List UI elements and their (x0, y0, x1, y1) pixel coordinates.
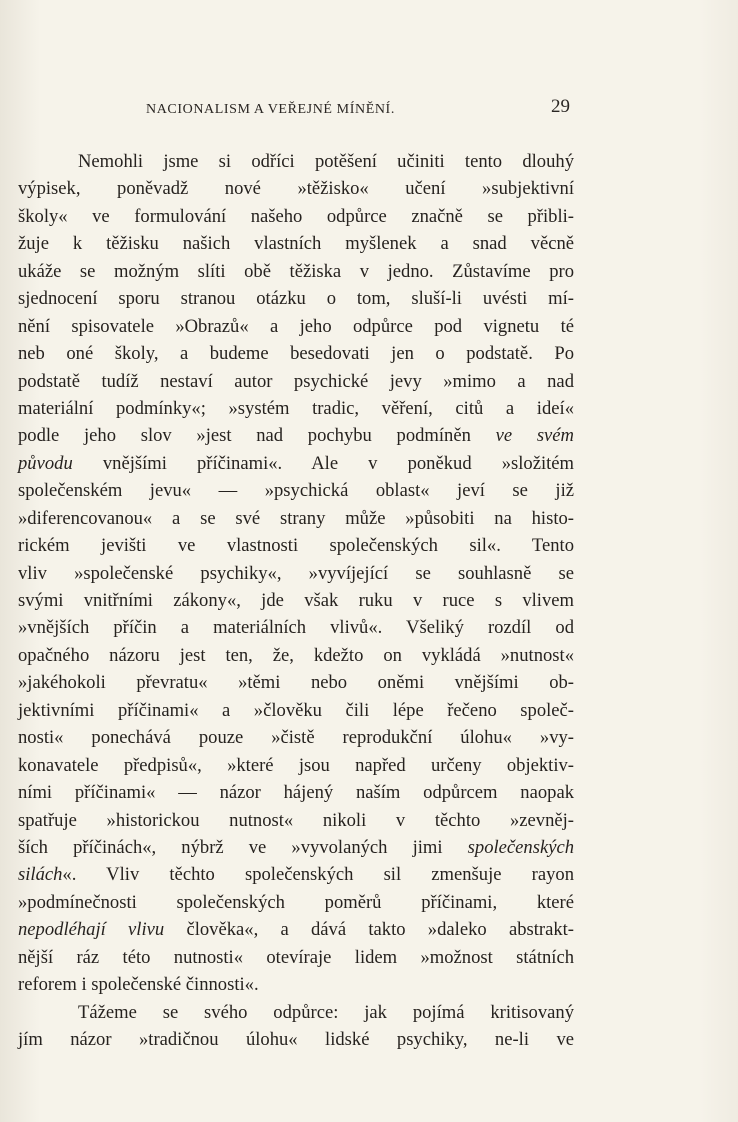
text-line (18, 285, 574, 312)
running-head: NACIONALISM A VEŘEJNÉ MÍNĚNÍ. (146, 102, 395, 117)
text-line (18, 916, 574, 943)
text-segment: »jakéhokoli převratu« »těmi nebo oněmi vnějšími ob- (18, 672, 574, 694)
text-line (18, 642, 574, 669)
text-segment: materiální podmínky«; »systém tradic, věření, citů a ideí« (18, 397, 574, 419)
body-text (18, 148, 574, 1053)
text-line (18, 477, 574, 504)
text-line (18, 779, 574, 806)
text-line (18, 175, 574, 202)
text-line (18, 560, 574, 587)
text-segment: neb oné školy, a budeme besedovati jen o podstatě. Po (18, 343, 574, 365)
text-segment: výpisek, poněvadž nové »těžisko« učení »subjektivní (18, 178, 574, 200)
text-segment: sjednocení sporu stranou otázku o tom, sluší-li uvésti mí- (18, 288, 574, 310)
italic-text: původu (18, 452, 73, 474)
text-segment: svými vnitřními zákony«, jde však ruku v ruce s vlivem (18, 590, 574, 611)
text-segment: společenském jevu« — »psychická oblast« jeví se již (18, 480, 574, 502)
text-line (18, 148, 574, 175)
text-segment: člověka«, a dává takto »daleko abstrakt- (164, 919, 574, 941)
text-line (18, 752, 574, 779)
text-segment: ukáže se možným slíti obě těžiska v jedno. Zůstavíme pro (18, 260, 574, 282)
page-number: 29 (551, 96, 570, 117)
text-segment: spatřuje »historickou nutnost« nikoli v těchto »zevněj- (18, 809, 574, 831)
text-segment: opačného názoru jest ten, že, kdežto on vykládá »nutnost« (18, 644, 574, 666)
text-line (18, 203, 574, 230)
text-line (18, 944, 574, 971)
text-line (18, 724, 574, 751)
text-segment: «. Vliv těchto společenských sil zmenšuje rayon (62, 864, 574, 886)
text-segment: Nemohli jsme si odříci potěšení učiniti tento dlouhý (78, 151, 574, 172)
text-segment: nější ráz této nutnosti« otevíraje lidem »možnost státních (18, 946, 574, 968)
text-segment: školy« ve formulování našeho odpůrce značně se přibli- (18, 205, 574, 227)
text-line (18, 807, 574, 834)
text-line (18, 971, 574, 998)
text-line (18, 861, 574, 888)
text-line (18, 1026, 574, 1053)
text-line (18, 614, 574, 641)
text-segment: vnějšími příčinami«. Ale v poněkud »složitém (72, 452, 574, 474)
italic-text: společenských (467, 836, 574, 858)
text-segment: nění spisovatele »Obrazů« a jeho odpůrce pod vignetu té (18, 315, 574, 337)
text-segment: ších příčinách«, nýbrž ve »vyvolaných jimi (18, 836, 468, 858)
text-line (18, 258, 574, 285)
text-line (18, 889, 574, 916)
text-line (18, 587, 574, 614)
text-line (18, 834, 574, 861)
italic-text: silách (18, 864, 63, 886)
text-segment: podle jeho slov »jest nad pochybu podmíněn (18, 425, 496, 447)
text-line (18, 368, 574, 395)
text-segment: konavatele předpisů«, »které jsou napřed určeny objektiv- (18, 754, 574, 776)
page-header (146, 96, 570, 122)
text-segment: vliv »společenské psychiky«, »vyvíjející se souhlasně se (18, 562, 574, 584)
text-segment: reforem i společenské činnosti«. (18, 974, 259, 996)
text-line (18, 422, 574, 449)
italic-text: ve svém (495, 425, 574, 447)
text-segment: jím názor »tradičnou úlohu« lidské psychiky, ne-li ve (18, 1029, 574, 1050)
text-line (18, 697, 574, 724)
text-segment: rickém jevišti ve vlastnosti společenských sil«. Tento (18, 535, 574, 557)
text-line (18, 340, 574, 367)
text-segment: jektivními příčinami« a »člověku čili lépe řečeno společ- (18, 699, 574, 721)
text-line (18, 669, 574, 696)
text-segment: ními příčinami« — názor hájený naším odpůrcem naopak (18, 782, 574, 804)
text-line (18, 999, 574, 1026)
text-line (18, 230, 574, 257)
text-line (18, 505, 574, 532)
text-segment: »diferencovanou« a se své strany může »působiti na histo- (18, 507, 574, 529)
text-segment: »vnějších příčin a materiálních vlivů«. Všeliký rozdíl od (18, 617, 574, 639)
text-line (18, 313, 574, 340)
text-segment: »podmínečnosti společenských poměrů příčinami, které (18, 891, 574, 913)
text-line (18, 532, 574, 559)
text-segment: nosti« ponechává pouze »čistě reprodukční úlohu« »vy- (18, 727, 574, 749)
text-segment: Tážeme se svého odpůrce: jak pojímá kritisovaný (78, 1001, 574, 1023)
text-segment: žuje k těžisku našich vlastních myšlenek a snad věcně (18, 233, 574, 255)
text-line (18, 395, 574, 422)
text-line (18, 450, 574, 477)
italic-text: nepodléhají vlivu (18, 919, 165, 941)
text-segment: podstatě tudíž nestaví autor psychické jevy »mimo a nad (18, 370, 574, 392)
